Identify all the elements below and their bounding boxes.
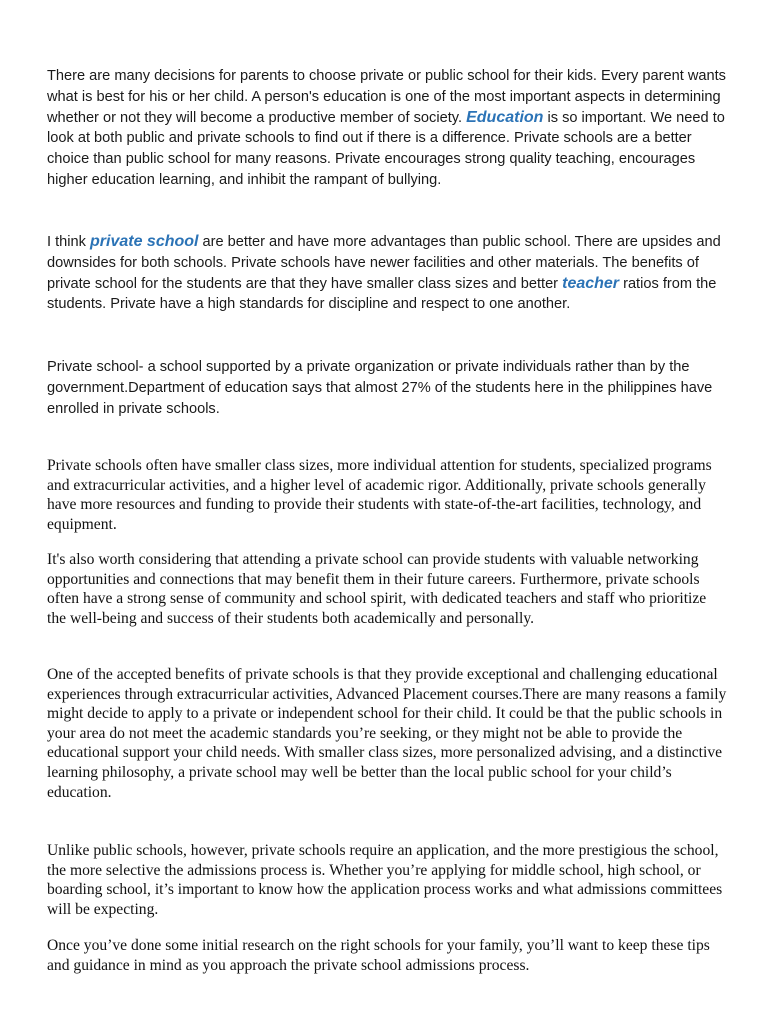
keyword-education: Education bbox=[466, 108, 544, 126]
paragraph-1 bbox=[47, 66, 727, 191]
paragraph-2-text-middle: are better and have more advantages than public school. There are upsides and downsides for both schools. Private schools have newer facilities and other materials. The benefits of private school for the students are that they have smaller class sizes and better bbox=[47, 234, 721, 292]
paragraph-8: Once you’ve done some initial research on the right schools for your family, you’ll want to keep these tips and guidance in mind as you approach the private school admissions process. bbox=[47, 937, 710, 974]
paragraph-2-text-start: I think bbox=[47, 234, 90, 250]
paragraph-1-text-end: is so important. We need to look at both public and private schools to find out if there is a difference. Private schools are a better choice than public school for many reasons. Private encourages strong quality teaching, encourages higher education learning, and inhibit the rampant of bullying. bbox=[47, 109, 725, 188]
keyword-teacher: teacher bbox=[562, 274, 620, 292]
paragraph-7: Unlike public schools, however, private schools require an application, and the more prestigious the school, the more selective the admissions process is. Whether you’re applying for middle school, high school, or boarding school, it’s important to know how the application process works and what admissions committees will be expecting. bbox=[47, 842, 723, 918]
paragraph-5: It's also worth considering that attending a private school can provide students with valuable networking opportunities and connections that may benefit them in their future careers. Furthermore, private schools often have a strong sense of community and school spirit, with dedicated teachers and staff who prioritize the well-being and success of their students both academically and personally. bbox=[47, 551, 707, 627]
paragraph-2 bbox=[47, 232, 727, 315]
keyword-private-school: private school bbox=[90, 233, 199, 250]
paragraph-1-text-start: There are many decisions for parents to choose private or public school for their kids. Every parent wants what is best for his or her child. A person's education is one of the most important aspects in determining whether or not they will become a productive member of society. bbox=[47, 68, 726, 126]
paragraph-4: Private schools often have smaller class sizes, more individual attention for students, specialized programs and extracurricular activities, and a higher level of academic rigor. Additionally, private schools generally have more resources and funding to provide their students with state-of-the-art facilities, technology, and equipment. bbox=[47, 457, 712, 533]
paragraph-6: One of the accepted benefits of private schools is that they provide exceptional and challenging educational experiences through extracurricular activities, Advanced Placement courses.There are many reasons a family might decide to apply to a private or independent school for their child. It could be that the public schools in your area do not meet the academic standards you’re seeking, or they might not be able to provide the educational support your child needs. With smaller class sizes, more personalized advising, and a distinctive learning philosophy, a private school may well be better than the local public school for your child’s education. bbox=[47, 666, 727, 801]
paragraph-2-text-end: ratios from the students. Private have a high standards for discipline and respect to one another. bbox=[47, 275, 717, 313]
paragraph-3: Private school- a school supported by a private organization or private individuals rather than by the government.Department of education says that almost 27% of the students here in the philippines have enrolled in private schools. bbox=[47, 359, 713, 417]
